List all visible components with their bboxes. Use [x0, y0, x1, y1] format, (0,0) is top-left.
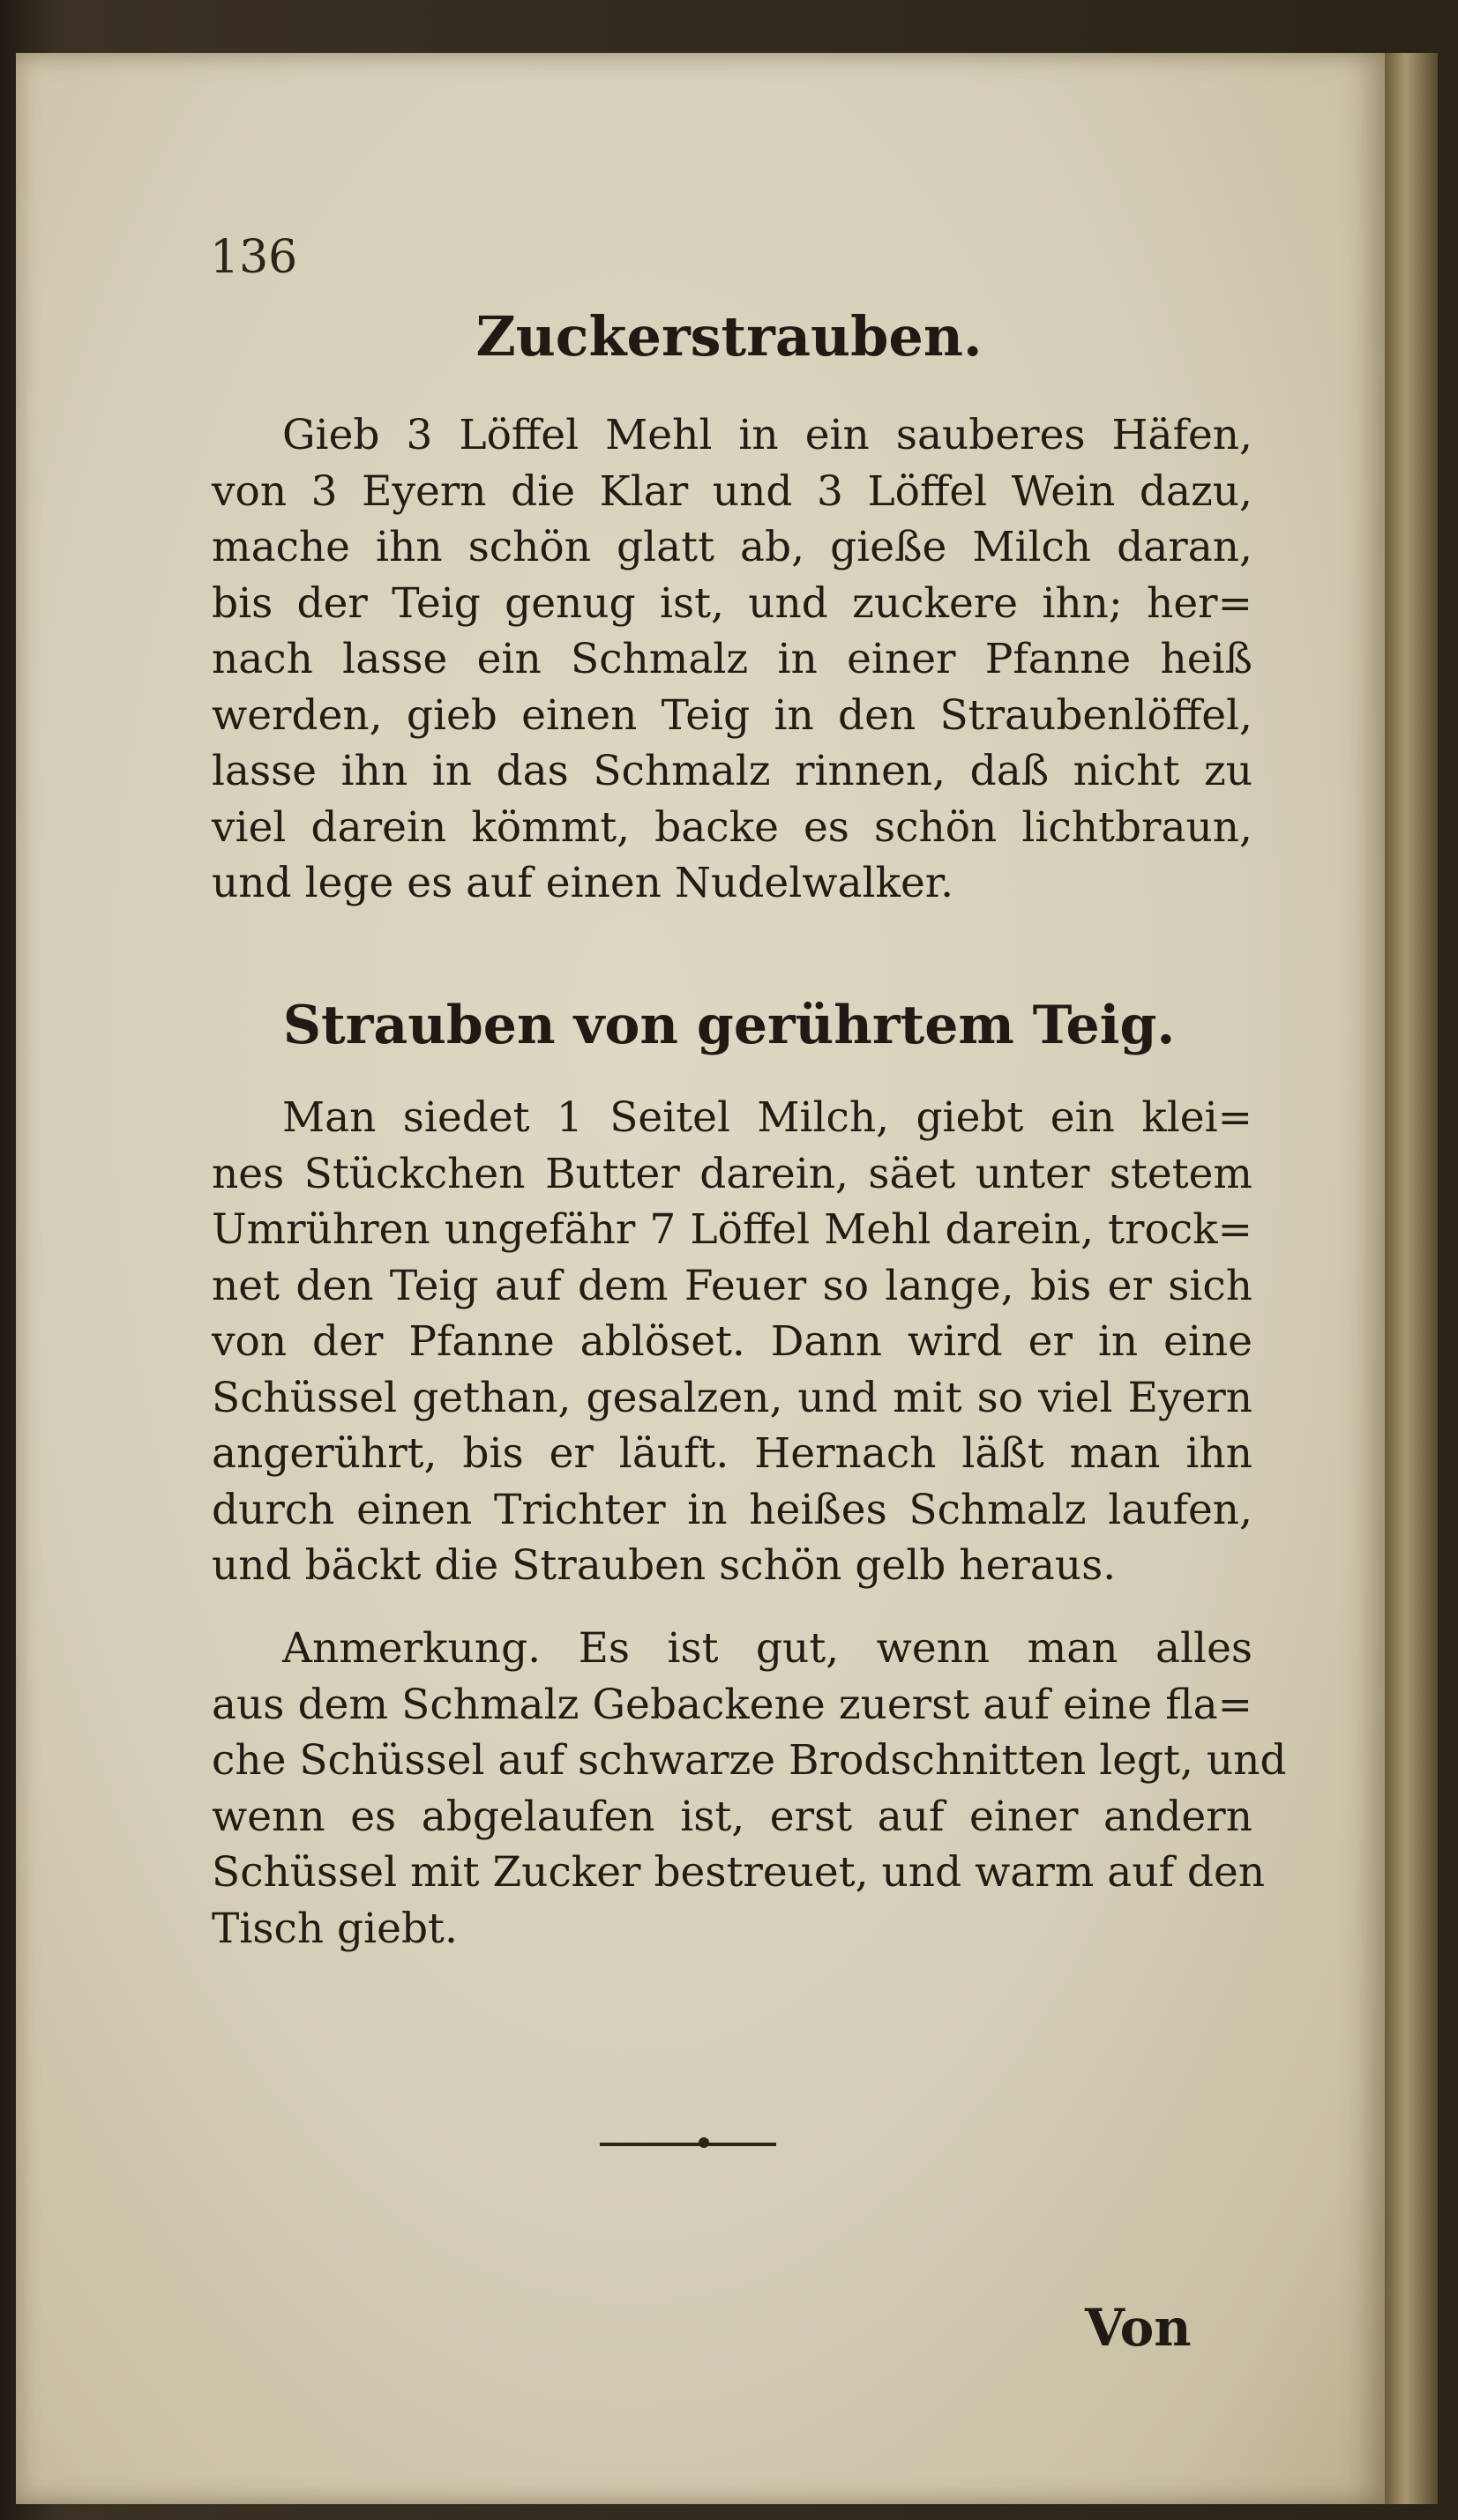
section-divider-ornament [699, 2137, 709, 2148]
section-divider-rule [600, 2143, 776, 2146]
text-line: Anmerkung. Es ist gut, wenn man alles [282, 1624, 1252, 1673]
text-line: viel darein kömmt, backe es schön lichtbraun, [212, 802, 1252, 852]
text-line: Gieb 3 Löffel Mehl in ein sauberes Häfen, [282, 411, 1252, 459]
text-line: bis der Teig genug ist, und zuckere ihn; her= [212, 578, 1252, 628]
text-line: Umrühren ungefähr 7 Löffel Mehl darein, trock= [212, 1205, 1252, 1254]
text-line: net den Teig auf dem Feuer so lange, bis er sich [212, 1261, 1252, 1310]
recipe-paragraph-zuckerstrauben [212, 407, 1252, 912]
text-line: angerührt, bis er läuft. Hernach läßt man ihn [212, 1429, 1252, 1478]
text-line: che Schüssel auf schwarze Brodschnitten legt, und [212, 1736, 1287, 1785]
text-line: von der Pfanne ablöset. Dann wird er in eine [212, 1317, 1252, 1366]
page-number: 136 [210, 231, 298, 284]
text-line: nach lasse ein Schmalz in einer Pfanne heiß [212, 635, 1252, 683]
text-line: nes Stückchen Butter darein, säet unter stetem [212, 1149, 1252, 1198]
text-line: mache ihn schön glatt ab, gieße Milch daran, [212, 523, 1252, 571]
catchword: Von [1085, 2298, 1192, 2358]
text-line: Tisch giebt. [212, 1904, 458, 1953]
text-line: lasse ihn in das Schmalz rinnen, daß nicht zu [212, 747, 1252, 795]
text-line: Schüssel gethan, gesalzen, und mit so viel Eyern [212, 1373, 1252, 1422]
book-spine-edge [1385, 53, 1438, 2504]
text-line: aus dem Schmalz Gebackene zuerst auf eine fla= [212, 1680, 1252, 1729]
heading-strauben-geruehrt: Strauben von gerührtem Teig. [282, 995, 1176, 1056]
heading-zuckerstrauben: Zuckerstrauben. [475, 304, 983, 369]
text-line: durch einen Trichter in heißes Schmalz laufen, [212, 1485, 1252, 1534]
note-paragraph-anmerkung [212, 1621, 1287, 1957]
text-line: und lege es auf einen Nudelwalker. [212, 859, 954, 907]
recipe-paragraph-strauben [212, 1090, 1252, 1594]
text-line: Schüssel mit Zucker bestreuet, und warm auf den [212, 1848, 1266, 1897]
text-line: und bäckt die Strauben schön gelb heraus. [212, 1541, 1117, 1590]
text-line: wenn es abgelaufen ist, erst auf einer andern [212, 1792, 1252, 1841]
text-line: werden, gieb einen Teig in den Straubenlöffel, [212, 690, 1252, 740]
text-line: Man siedet 1 Seitel Milch, giebt ein klei= [282, 1093, 1252, 1142]
text-line: von 3 Eyern die Klar und 3 Löffel Wein dazu, [212, 466, 1252, 516]
